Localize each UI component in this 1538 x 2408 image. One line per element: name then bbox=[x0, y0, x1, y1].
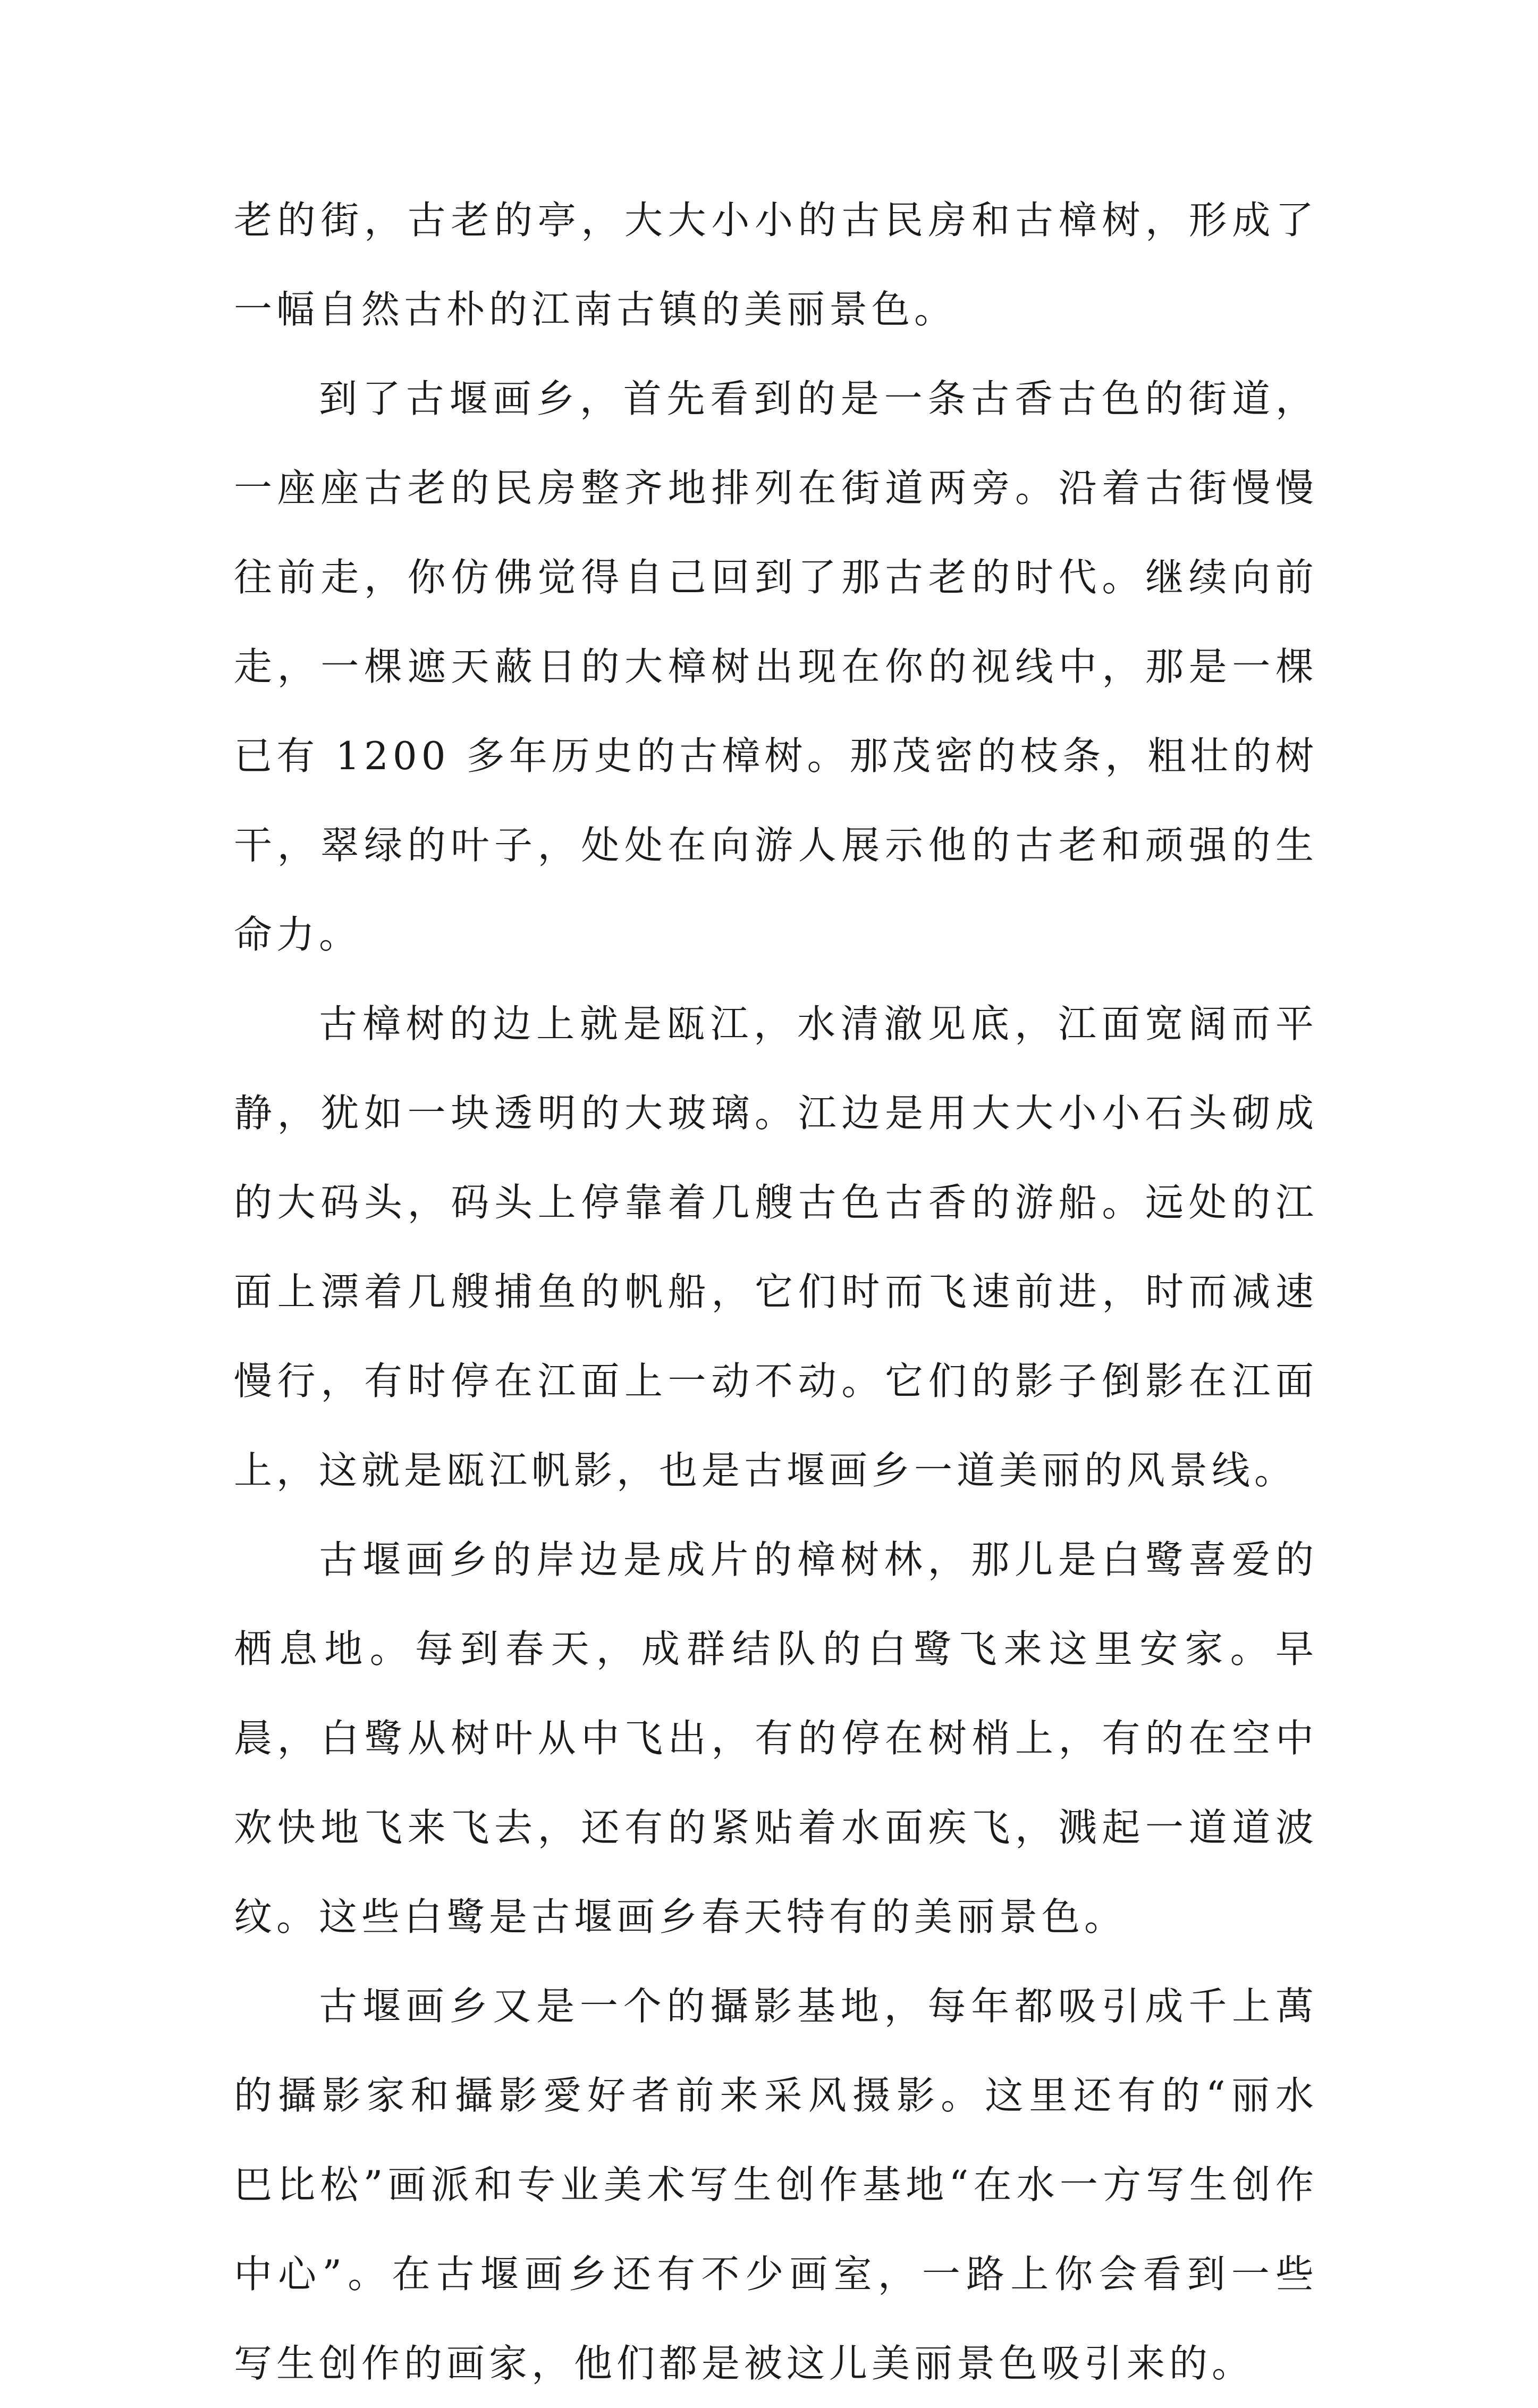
paragraph-1: 老的街，古老的亭，大大小小的古民房和古樟树，形成了一幅自然古朴的江南古镇的美丽景色。 bbox=[234, 198, 1318, 332]
paragraph-2: 到了古堰画乡，首先看到的是一条古香古色的街道，一座座古老的民房整齐地排列在街道两旁。沿着古街慢慢往前走，你仿佛觉得自己回到了那古老的时代。继续向前走，一棵遮天蔽日的大樟树出现在你的视线中，那是一棵已有 1200 多年历史的古樟树。那茂密的枝条，粗壮的树干，翠绿的叶子，处处在向游人展示他的古老和顽强的生命力。 bbox=[234, 376, 1318, 957]
document-body bbox=[234, 175, 1318, 2408]
paragraph-4: 古堰画乡的岸边是成片的樟树林，那儿是白鹭喜爱的栖息地。每到春天，成群结队的白鹭飞来这里安家。早晨，白鹭从树叶从中飞出，有的停在树梢上，有的在空中欢快地飞来飞去，还有的紧贴着水面疾飞，溅起一道道波纹。这些白鹭是古堰画乡春天特有的美丽景色。 bbox=[234, 1537, 1318, 1939]
paragraph-5: 古堰画乡又是一个的攝影基地，每年都吸引成千上萬的攝影家和攝影愛好者前来采风摄影。这里还有的“丽水巴比松”画派和专业美术写生创作基地“在水一方写生创作中心”。在古堰画乡还有不少画室，一路上你会看到一些写生创作的画家，他们都是被这儿美丽景色吸引来的。 bbox=[234, 1984, 1318, 2386]
paragraph-3: 古樟树的边上就是瓯江，水清澈见底，江面宽阔而平静，犹如一块透明的大玻璃。江边是用大大小小石头砌成的大码头，码头上停靠着几艘古色古香的游船。远处的江面上漂着几艘捕鱼的帆船，它们时而飞速前进，时而减速慢行，有时停在江面上一动不动。它们的影子倒影在江面上，这就是瓯江帆影，也是古堰画乡一道美丽的风景线。 bbox=[234, 1001, 1318, 1493]
